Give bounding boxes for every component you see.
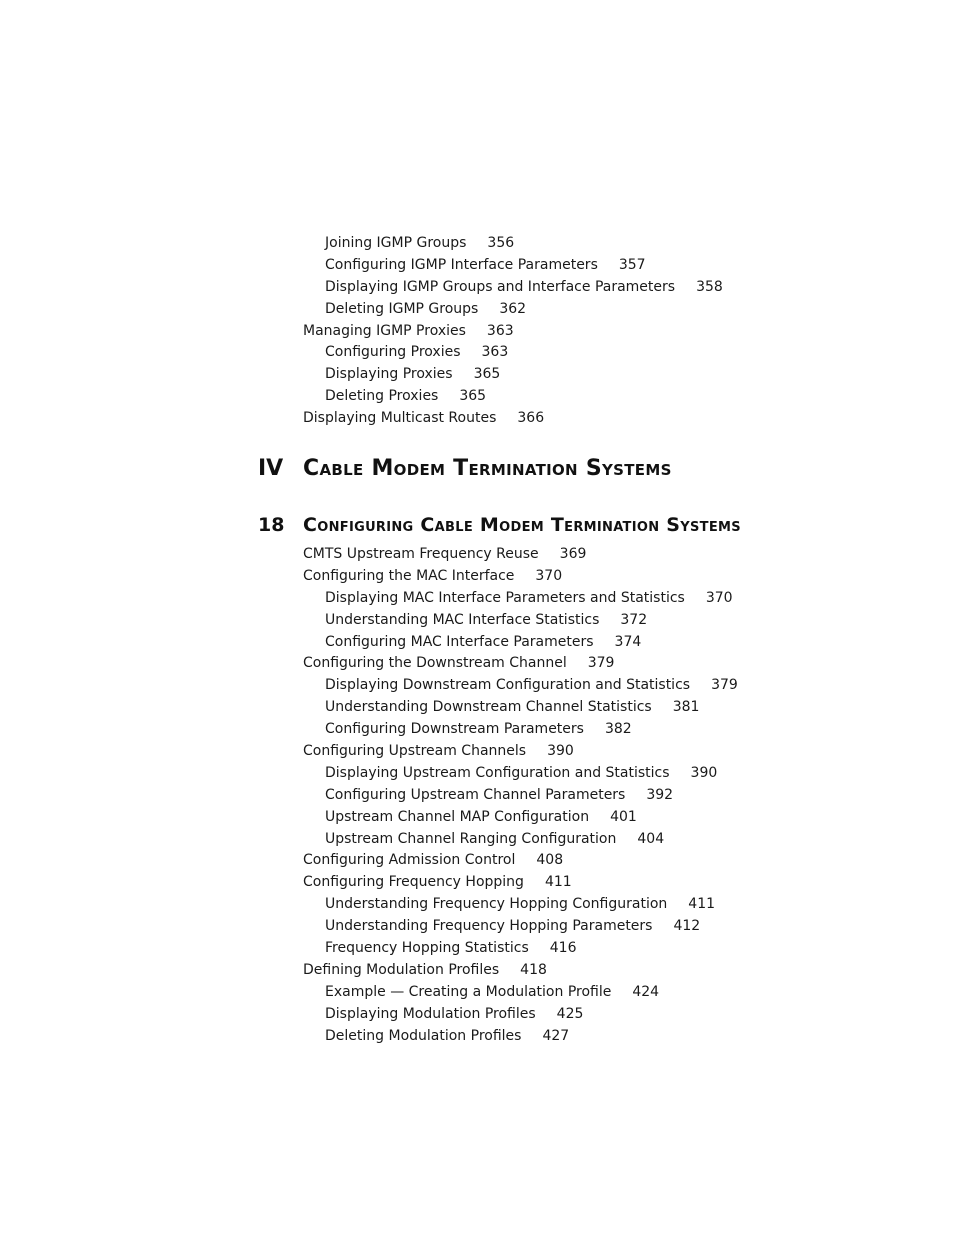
toc-entry-page-number: 370: [705, 589, 733, 606]
toc-subsection-entry: [303, 1004, 903, 1026]
toc-entry-page-number: 357: [618, 256, 646, 273]
toc-section-entry: [303, 872, 903, 894]
toc-entry-title: Defining Modulation Profiles: [303, 961, 500, 978]
toc-entry-page-number: 374: [614, 633, 642, 650]
toc-subsection-entry: [303, 982, 903, 1004]
toc-entry-title: Configuring Downstream Parameters: [325, 721, 584, 738]
toc-entry-page-number: 372: [620, 611, 648, 628]
toc-entry-title: Understanding Frequency Hopping Parameters: [325, 918, 653, 935]
toc-entry-page-number: 425: [556, 1005, 584, 1022]
toc-entry-title: Understanding MAC Interface Statistics: [325, 611, 600, 628]
toc-subsection-entry: [303, 916, 903, 938]
toc-entry-page-number: 418: [520, 961, 547, 978]
toc-entry-title: Managing IGMP Proxies: [303, 322, 466, 339]
toc-subsection-entry: [303, 675, 903, 697]
toc-entry-page-number: 363: [486, 322, 514, 339]
toc-section-entry: [303, 408, 903, 430]
toc-entry-title: Example — Creating a Modulation Profile: [325, 983, 612, 1000]
toc-entry-title: Configuring Upstream Channel Parameters: [325, 786, 626, 803]
toc-entry-page-number: 358: [696, 278, 723, 295]
toc-subsection-entry: [303, 829, 903, 851]
toc-entry-title: Displaying Modulation Profiles: [325, 1005, 536, 1022]
toc-subsection-entry: [303, 1026, 903, 1048]
toc-entry-title: Configuring Frequency Hopping: [303, 874, 524, 891]
toc-entry-page-number: 379: [587, 655, 615, 672]
toc-section-entry: [303, 321, 903, 343]
toc-section-entry: [303, 850, 903, 872]
part-number: IV: [258, 456, 284, 481]
toc-entry-title: Upstream Channel MAP Configuration: [325, 808, 590, 825]
toc-entry-page-number: 370: [535, 567, 563, 584]
toc-section-entry: [303, 566, 903, 588]
toc-entry-title: Configuring the MAC Interface: [303, 567, 515, 584]
toc-entry-title: Deleting Modulation Profiles: [325, 1027, 522, 1044]
toc-subsection-entry: [303, 632, 903, 654]
toc-entry-title: Upstream Channel Ranging Configuration: [325, 830, 617, 847]
toc-entry-title: Displaying Upstream Configuration and Statistics: [325, 764, 670, 781]
toc-section-entry: [303, 653, 903, 675]
toc-entry-title: Configuring Proxies: [325, 344, 461, 361]
toc-subsection-entry: [303, 894, 903, 916]
toc-entry-title: Displaying MAC Interface Parameters and Statistics: [325, 589, 685, 606]
chapter-number: 18: [258, 514, 285, 536]
toc-entry-page-number: 408: [536, 852, 564, 869]
toc-subsection-entry: [303, 342, 903, 364]
toc-entry-title: Configuring Upstream Channels: [303, 743, 527, 760]
toc-subsection-entry: [303, 255, 903, 277]
toc-subsection-entry: [303, 719, 903, 741]
toc-subsection-entry: [303, 277, 903, 299]
toc-entry-title: Displaying IGMP Groups and Interface Parameters: [325, 278, 676, 295]
toc-entry-page-number: 382: [604, 721, 632, 738]
toc-entry-page-number: 412: [673, 918, 701, 935]
toc-entry-page-number: 416: [549, 940, 577, 957]
toc-entry-page-number: 365: [473, 366, 501, 383]
toc-section-entry: [303, 741, 903, 763]
toc-entry-page-number: 366: [517, 410, 545, 427]
toc-entry-page-number: 427: [542, 1027, 570, 1044]
toc-entry-title: Deleting Proxies: [325, 388, 439, 405]
toc-entry-title: Displaying Downstream Configuration and Statistics: [325, 677, 691, 694]
toc-entry-title: Displaying Proxies: [325, 366, 453, 383]
toc-entry-title: Configuring MAC Interface Parameters: [325, 633, 594, 650]
toc-entry-title: Understanding Frequency Hopping Configuration: [325, 896, 668, 913]
toc-entry-page-number: 356: [487, 235, 515, 251]
toc-entry-title: CMTS Upstream Frequency Reuse: [303, 546, 539, 562]
toc-subsection-entry: [303, 364, 903, 386]
toc-subsection-entry: [303, 938, 903, 960]
toc-entry-title: Understanding Downstream Channel Statistics: [325, 699, 652, 716]
part-title: Cable Modem Termination Systems: [303, 456, 672, 481]
toc-entry-title: Displaying Multicast Routes: [303, 410, 497, 427]
toc-entry-page-number: 411: [544, 874, 572, 891]
toc-subsection-entry: [303, 610, 903, 632]
toc-subsection-entry: [303, 785, 903, 807]
toc-entry-page-number: 392: [646, 786, 674, 803]
toc-entry-page-number: 424: [632, 983, 660, 1000]
toc-chapter-list: [303, 544, 903, 1047]
toc-entry-page-number: 379: [711, 677, 738, 694]
toc-subsection-entry: [303, 697, 903, 719]
toc-entry-page-number: 369: [559, 546, 587, 562]
toc-subsection-entry: [303, 233, 903, 255]
toc-entry-title: Deleting IGMP Groups: [325, 300, 479, 317]
toc-subsection-entry: [303, 386, 903, 408]
toc-continued-list: [303, 233, 903, 430]
toc-entry-title: Configuring the Downstream Channel: [303, 655, 567, 672]
toc-entry-page-number: 411: [688, 896, 716, 913]
toc-subsection-entry: [303, 807, 903, 829]
toc-section-entry: [303, 544, 903, 566]
toc-entry-title: Frequency Hopping Statistics: [325, 940, 529, 957]
toc-entry-page-number: 362: [499, 300, 527, 317]
toc-subsection-entry: [303, 763, 903, 785]
toc-entry-page-number: 401: [610, 808, 637, 825]
toc-entry-page-number: 365: [459, 388, 487, 405]
toc-entry-page-number: 381: [672, 699, 700, 716]
toc-subsection-entry: [303, 588, 903, 610]
toc-entry-title: Configuring Admission Control: [303, 852, 516, 869]
toc-entry-title: Configuring IGMP Interface Parameters: [325, 256, 598, 273]
toc-entry-page-number: 390: [547, 743, 574, 760]
toc-entry-page-number: 363: [481, 344, 509, 361]
chapter-title: Configuring Cable Modem Termination Systems: [303, 514, 741, 536]
toc-entry-page-number: 404: [637, 830, 665, 847]
toc-entry-title: Joining IGMP Groups: [325, 235, 467, 251]
toc-subsection-entry: [303, 299, 903, 321]
toc-section-entry: [303, 960, 903, 982]
toc-entry-page-number: 390: [690, 764, 718, 781]
